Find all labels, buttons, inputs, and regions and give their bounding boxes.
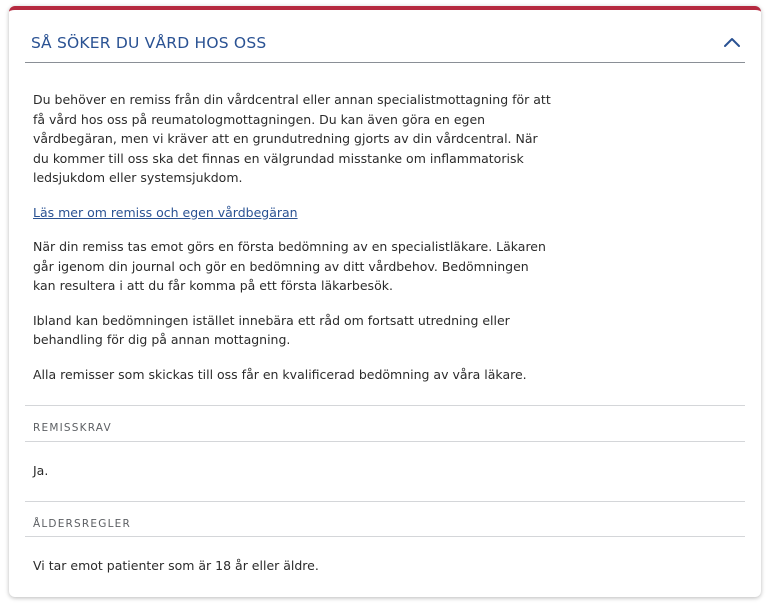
divider bbox=[25, 536, 745, 537]
accordion-content bbox=[33, 90, 553, 399]
accordion-title: SÅ SÖKER DU VÅRD HOS OSS bbox=[31, 34, 267, 52]
remisskrav-value: Ja. bbox=[33, 463, 49, 478]
chevron-up-icon[interactable] bbox=[723, 36, 741, 48]
divider bbox=[25, 501, 745, 502]
accordion-card bbox=[9, 6, 761, 597]
aldersregler-label: ÅLDERSREGLER bbox=[33, 518, 131, 530]
remiss-info-link[interactable]: Läs mer om remiss och egen vårdbegäran bbox=[33, 204, 298, 220]
assessment-paragraph: När din remiss tas emot görs en första bedömning av en specialistläkare. Läkaren går igenom din journal och gör en bedömning av ditt vårdbehov. Bedömningen kan resultera i att du får komma på ett första läkarbesök. bbox=[33, 239, 546, 293]
aldersregler-value: Vi tar emot patienter som är 18 år eller äldre. bbox=[33, 558, 319, 573]
advice-paragraph: Ibland kan bedömningen istället innebära ett råd om fortsatt utredning eller behandling för dig på annan mottagning. bbox=[33, 312, 510, 347]
intro-paragraph: Du behöver en remiss från din vårdcentral eller annan specialistmottagning för att få vård hos oss på reumatologmottagningen. Du kan även göra en egen vårdbegäran, men vi kräver att en grundutredning gjorts av din vårdcentral. När du kommer till oss ska det finnas en välgrundad misstanke om inflammatorisk ledsjukdom eller systemsjukdom. bbox=[33, 92, 551, 185]
accordion-header[interactable] bbox=[25, 10, 745, 63]
divider bbox=[25, 441, 745, 442]
qualified-assessment-paragraph: Alla remisser som skickas till oss får en kvalificerad bedömning av våra läkare. bbox=[33, 366, 527, 382]
divider bbox=[25, 405, 745, 406]
remisskrav-label: REMISSKRAV bbox=[33, 422, 112, 434]
